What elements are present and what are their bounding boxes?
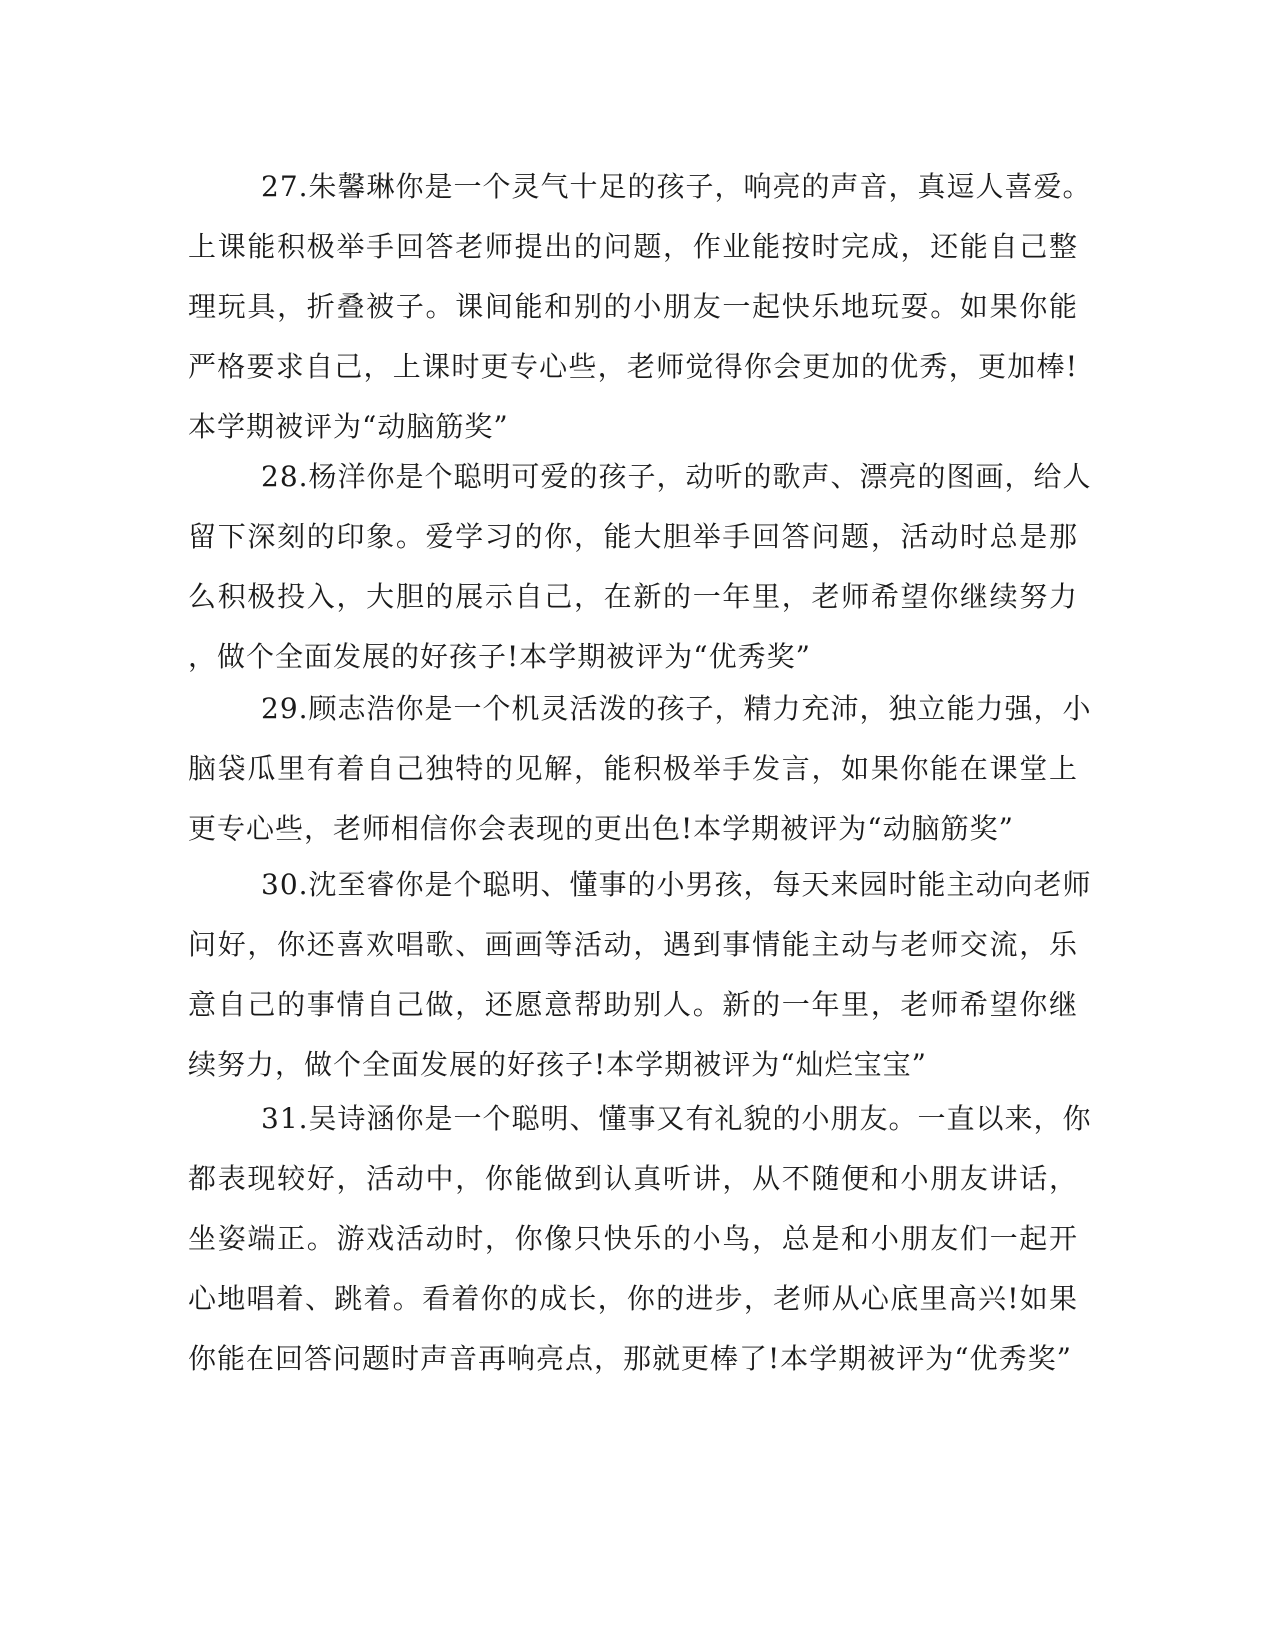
paragraph-30 bbox=[188, 855, 1092, 1095]
paragraph-line: 31.吴诗涵你是一个聪明、懂事又有礼貌的小朋友。一直以来，你 bbox=[261, 1102, 1092, 1135]
paragraph-31 bbox=[188, 1089, 1092, 1389]
paragraph-line: 理玩具，折叠被子。课间能和别的小朋友一起快乐地玩耍。如果你能 bbox=[188, 290, 1078, 323]
paragraph-line: 上课能积极举手回答老师提出的问题，作业能按时完成，还能自己整 bbox=[188, 230, 1078, 263]
paragraph-line: 续努力，做个全面发展的好孩子!本学期被评为“灿烂宝宝” bbox=[188, 1048, 927, 1081]
paragraph-line: 心地唱着、跳着。看着你的成长，你的进步，老师从心底里高兴!如果 bbox=[188, 1282, 1078, 1315]
paragraph-line: 27.朱馨琳你是一个灵气十足的孩子，响亮的声音，真逗人喜爱。 bbox=[261, 170, 1092, 203]
paragraph-line: 问好，你还喜欢唱歌、画画等活动，遇到事情能主动与老师交流，乐 bbox=[188, 928, 1078, 961]
paragraph-line: 么积极投入，大胆的展示自己，在新的一年里，老师希望你继续努力 bbox=[188, 580, 1078, 613]
paragraph-line: 坐姿端正。游戏活动时，你像只快乐的小鸟，总是和小朋友们一起开 bbox=[188, 1222, 1078, 1255]
paragraph-27 bbox=[188, 157, 1092, 457]
paragraph-line: 29.顾志浩你是一个机灵活泼的孩子，精力充沛，独立能力强，小 bbox=[261, 692, 1092, 725]
paragraph-line: 你能在回答问题时声音再响亮点，那就更棒了!本学期被评为“优秀奖” bbox=[188, 1342, 1072, 1375]
paragraph-line: 意自己的事情自己做，还愿意帮助别人。新的一年里，老师希望你继 bbox=[188, 988, 1078, 1021]
paragraph-line: 脑袋瓜里有着自己独特的见解，能积极举手发言，如果你能在课堂上 bbox=[188, 752, 1078, 785]
paragraph-line: 都表现较好，活动中，你能做到认真听讲，从不随便和小朋友讲话， bbox=[188, 1162, 1078, 1195]
paragraph-line: ，做个全面发展的好孩子!本学期被评为“优秀奖” bbox=[188, 640, 811, 673]
paragraph-line: 更专心些，老师相信你会表现的更出色!本学期被评为“动脑筋奖” bbox=[188, 812, 1014, 845]
paragraph-29 bbox=[188, 679, 1092, 859]
paragraph-line: 留下深刻的印象。爱学习的你，能大胆举手回答问题，活动时总是那 bbox=[188, 520, 1078, 553]
paragraph-line: 28.杨洋你是个聪明可爱的孩子，动听的歌声、漂亮的图画，给人 bbox=[261, 460, 1092, 493]
paragraph-28 bbox=[188, 447, 1092, 687]
paragraph-line: 本学期被评为“动脑筋奖” bbox=[188, 410, 509, 443]
paragraph-line: 严格要求自己，上课时更专心些，老师觉得你会更加的优秀，更加棒! bbox=[188, 350, 1078, 383]
paragraph-line: 30.沈至睿你是个聪明、懂事的小男孩，每天来园时能主动向老师 bbox=[261, 868, 1092, 901]
